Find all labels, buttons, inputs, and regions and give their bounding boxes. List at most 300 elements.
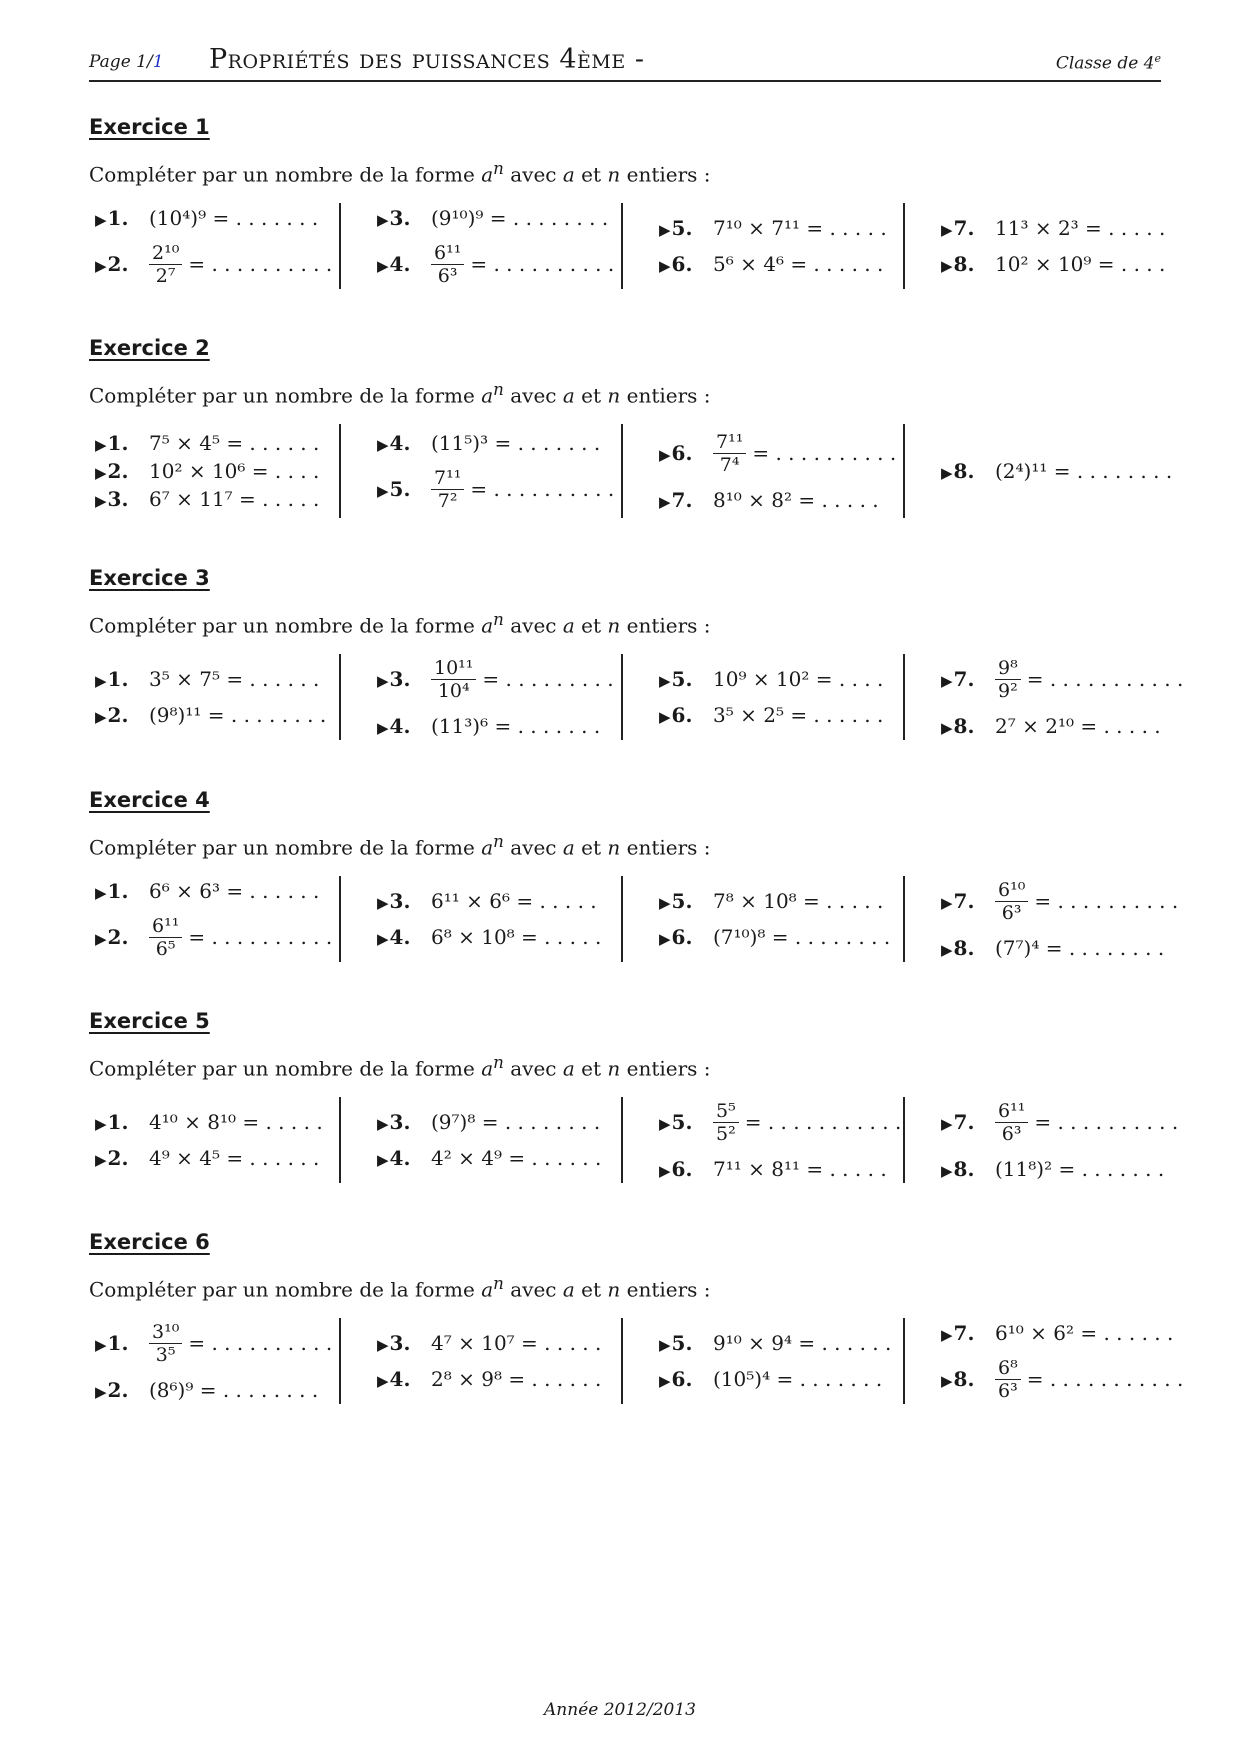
instr-pre: Compléter par un nombre de la forme bbox=[89, 835, 482, 860]
question-item bbox=[659, 216, 919, 240]
exercise-column bbox=[659, 424, 919, 518]
instr-a2: a bbox=[562, 835, 575, 860]
instr-et: et bbox=[574, 835, 608, 860]
page-label: Page 1/ bbox=[89, 52, 153, 72]
question-item bbox=[95, 1110, 355, 1134]
answer-blank: = . . . . . . . . . . bbox=[1034, 1110, 1179, 1134]
question-item bbox=[95, 915, 355, 960]
question-number: ▶ 8. bbox=[941, 714, 985, 738]
instr-post: entiers : bbox=[620, 1277, 711, 1302]
question-expression: (2⁴)¹¹ = . . . . . . . . bbox=[995, 459, 1173, 483]
question-item bbox=[95, 703, 355, 727]
fraction-denominator: 2⁷ bbox=[155, 264, 176, 287]
fraction-numerator: 6¹¹ bbox=[149, 915, 182, 938]
column-separator bbox=[903, 424, 905, 518]
question-number: ▶ 3. bbox=[377, 1331, 421, 1355]
question-number: ▶ 1. bbox=[95, 879, 139, 903]
column-separator bbox=[903, 1097, 905, 1183]
instr-n: n bbox=[493, 832, 504, 851]
question-item bbox=[659, 488, 919, 512]
question-expression: (11³)⁶ = . . . . . . . bbox=[431, 713, 601, 738]
instr-a: a bbox=[481, 162, 494, 187]
class-label-sup: e bbox=[1154, 52, 1161, 65]
class-label-text: Classe de 4 bbox=[1055, 53, 1155, 74]
column-separator bbox=[339, 1318, 341, 1404]
fraction-denominator: 9² bbox=[998, 679, 1018, 702]
column-separator bbox=[339, 424, 341, 518]
exercise-column bbox=[941, 1097, 1201, 1183]
column-separator bbox=[621, 203, 623, 289]
exercise-columns bbox=[89, 654, 1184, 740]
exercise-title: Exercice 6 bbox=[89, 1230, 210, 1254]
instr-n2: n bbox=[607, 383, 621, 408]
instr-mid: avec bbox=[503, 1277, 563, 1302]
question-number: ▶ 4. bbox=[377, 431, 421, 455]
question-expression: 7⁵ × 4⁵ = . . . . . . bbox=[149, 431, 320, 455]
question-expression: 4² × 4⁹ = . . . . . . bbox=[431, 1146, 602, 1170]
question-item bbox=[659, 1331, 919, 1355]
column-separator bbox=[903, 654, 905, 740]
question-number: ▶ 5. bbox=[377, 477, 421, 501]
question-expression: (8⁶)⁹ = . . . . . . . . bbox=[149, 1377, 319, 1402]
question-item bbox=[941, 459, 1201, 483]
question-number: ▶ 6. bbox=[659, 925, 703, 949]
question-expression: 6⁸ × 10⁸ = . . . . . bbox=[431, 925, 602, 949]
question-number: ▶ 5. bbox=[659, 1110, 703, 1134]
column-separator bbox=[903, 876, 905, 962]
column-separator bbox=[339, 876, 341, 962]
exercise-column bbox=[659, 876, 919, 962]
instr-et: et bbox=[574, 613, 608, 638]
fraction bbox=[149, 915, 182, 960]
question-item bbox=[377, 1331, 637, 1355]
question-expression: 4⁷ × 10⁷ = . . . . . bbox=[431, 1331, 602, 1355]
question-number: ▶ 4. bbox=[377, 252, 421, 276]
exercise-columns bbox=[89, 424, 1173, 518]
exercise-4 bbox=[89, 788, 1179, 962]
column-separator bbox=[621, 424, 623, 518]
question-item bbox=[95, 206, 355, 230]
question-item bbox=[659, 889, 919, 913]
fraction-numerator: 2¹⁰ bbox=[149, 242, 182, 265]
instr-post: entiers : bbox=[620, 383, 711, 408]
instr-a2: a bbox=[562, 1277, 575, 1302]
fraction bbox=[431, 242, 464, 287]
question-expression: 10⁹ × 10² = . . . . bbox=[713, 667, 884, 691]
fraction bbox=[995, 879, 1028, 924]
question-expression: 5⁶ × 4⁶ = . . . . . . bbox=[713, 252, 884, 276]
question-item bbox=[659, 1367, 919, 1391]
question-number: ▶ 5. bbox=[659, 889, 703, 913]
instr-n: n bbox=[493, 1053, 504, 1072]
question-expression: 4¹⁰ × 8¹⁰ = . . . . . bbox=[149, 1110, 323, 1134]
question-expression: (9⁸)¹¹ = . . . . . . . . bbox=[149, 703, 327, 727]
instr-n2: n bbox=[607, 1277, 621, 1302]
question-item bbox=[377, 925, 637, 949]
fraction bbox=[431, 657, 476, 702]
question-expression: 6⁷ × 11⁷ = . . . . . bbox=[149, 487, 320, 511]
instr-mid: avec bbox=[503, 613, 563, 638]
instr-n: n bbox=[493, 380, 504, 399]
answer-blank: = . . . . . . . . . . bbox=[188, 925, 333, 949]
question-number: ▶ 7. bbox=[941, 216, 985, 240]
question-item bbox=[659, 431, 919, 476]
question-expression: (9⁷)⁸ = . . . . . . . . bbox=[431, 1110, 601, 1134]
instr-n: n bbox=[493, 159, 504, 178]
question-item bbox=[95, 459, 355, 483]
question-number: ▶ 6. bbox=[659, 703, 703, 727]
question-item bbox=[941, 252, 1201, 276]
question-number: ▶ 3. bbox=[377, 889, 421, 913]
exercise-columns bbox=[89, 876, 1179, 962]
instr-pre: Compléter par un nombre de la forme bbox=[89, 1277, 482, 1302]
exercise-columns bbox=[89, 1318, 1184, 1404]
instr-a: a bbox=[481, 1277, 494, 1302]
question-number: ▶ 3. bbox=[377, 206, 421, 230]
document-title: Propriétés des puissances 4ème - bbox=[209, 44, 645, 75]
fraction-numerator: 10¹¹ bbox=[431, 657, 476, 680]
fraction bbox=[149, 242, 182, 287]
exercise-column bbox=[377, 1318, 637, 1404]
exercise-instruction bbox=[89, 1274, 1161, 1304]
instr-et: et bbox=[574, 1277, 608, 1302]
question-item bbox=[377, 657, 637, 702]
question-item bbox=[659, 925, 919, 949]
question-number: ▶ 1. bbox=[95, 1331, 139, 1355]
question-number: ▶ 2. bbox=[95, 1378, 139, 1402]
fraction-numerator: 6¹¹ bbox=[431, 242, 464, 265]
exercise-column bbox=[95, 203, 355, 289]
fraction-denominator: 5² bbox=[716, 1122, 736, 1145]
exercise-instruction bbox=[89, 610, 1161, 640]
instr-mid: avec bbox=[503, 162, 563, 187]
question-number: ▶ 5. bbox=[659, 667, 703, 691]
question-number: ▶ 4. bbox=[377, 714, 421, 738]
question-expression: 9¹⁰ × 9⁴ = . . . . . . bbox=[713, 1331, 892, 1355]
question-item bbox=[377, 889, 637, 913]
question-number: ▶ 6. bbox=[659, 441, 703, 465]
exercise-column bbox=[95, 1097, 355, 1183]
fraction bbox=[149, 1321, 182, 1366]
question-item bbox=[95, 431, 355, 455]
exercise-column bbox=[377, 203, 637, 289]
page-footer: Année 2012/2013 bbox=[544, 1700, 696, 1720]
instr-n: n bbox=[493, 610, 504, 629]
question-number: ▶ 8. bbox=[941, 1367, 985, 1391]
instr-mid: avec bbox=[503, 383, 563, 408]
question-number: ▶ 3. bbox=[377, 667, 421, 691]
question-item bbox=[659, 667, 919, 691]
fraction-numerator: 7¹¹ bbox=[713, 431, 746, 454]
answer-blank: = . . . . . . . . . . . bbox=[1026, 1367, 1184, 1391]
exercise-title: Exercice 4 bbox=[89, 788, 210, 812]
answer-blank: = . . . . . . . . . bbox=[482, 667, 614, 691]
question-number: ▶ 5. bbox=[659, 216, 703, 240]
answer-blank: = . . . . . . . . . . bbox=[188, 252, 333, 276]
instr-pre: Compléter par un nombre de la forme bbox=[89, 162, 482, 187]
fraction bbox=[995, 1357, 1021, 1402]
fraction-numerator: 9⁸ bbox=[995, 657, 1021, 680]
page-total-link[interactable]: 1 bbox=[152, 52, 164, 72]
question-item bbox=[941, 216, 1201, 240]
question-number: ▶ 2. bbox=[95, 252, 139, 276]
question-number: ▶ 3. bbox=[95, 487, 139, 511]
instr-n: n bbox=[493, 1274, 504, 1293]
exercise-instruction bbox=[89, 159, 1161, 189]
instr-a: a bbox=[481, 1056, 494, 1081]
question-item bbox=[941, 1157, 1201, 1181]
question-number: ▶ 5. bbox=[659, 1331, 703, 1355]
column-separator bbox=[339, 1097, 341, 1183]
exercise-column bbox=[941, 424, 1201, 518]
question-number: ▶ 8. bbox=[941, 252, 985, 276]
exercise-5 bbox=[89, 1009, 1179, 1183]
column-separator bbox=[621, 1097, 623, 1183]
question-number: ▶ 1. bbox=[95, 667, 139, 691]
answer-blank: = . . . . . . . . . . . bbox=[1026, 667, 1184, 691]
instr-a2: a bbox=[562, 613, 575, 638]
exercise-title: Exercice 1 bbox=[89, 115, 210, 139]
exercise-column bbox=[377, 876, 637, 962]
fraction bbox=[995, 657, 1021, 702]
question-number: ▶ 8. bbox=[941, 459, 985, 483]
exercise-column bbox=[659, 654, 919, 740]
instr-pre: Compléter par un nombre de la forme bbox=[89, 383, 482, 408]
question-number: ▶ 2. bbox=[95, 703, 139, 727]
exercise-instruction bbox=[89, 1053, 1161, 1083]
fraction-numerator: 3¹⁰ bbox=[149, 1321, 182, 1344]
question-expression: 10² × 10⁹ = . . . . bbox=[995, 252, 1166, 276]
instr-a: a bbox=[481, 383, 494, 408]
question-expression: 2⁷ × 2¹⁰ = . . . . . bbox=[995, 713, 1161, 738]
column-separator bbox=[903, 203, 905, 289]
fraction-denominator: 10⁴ bbox=[437, 679, 470, 702]
instr-a2: a bbox=[562, 1056, 575, 1081]
exercise-column bbox=[941, 654, 1201, 740]
question-item bbox=[377, 431, 637, 455]
exercise-title: Exercice 2 bbox=[89, 336, 210, 360]
instr-n2: n bbox=[607, 835, 621, 860]
fraction-denominator: 6³ bbox=[1001, 901, 1022, 924]
instr-a2: a bbox=[562, 383, 575, 408]
question-item bbox=[659, 252, 919, 276]
question-item bbox=[95, 242, 355, 287]
exercise-1 bbox=[89, 115, 1166, 289]
exercise-column bbox=[95, 424, 355, 518]
instr-pre: Compléter par un nombre de la forme bbox=[89, 613, 482, 638]
exercise-title: Exercice 5 bbox=[89, 1009, 210, 1033]
fraction bbox=[713, 1100, 739, 1145]
fraction-denominator: 6³ bbox=[998, 1379, 1018, 1402]
instr-mid: avec bbox=[503, 1056, 563, 1081]
question-item bbox=[941, 1100, 1201, 1145]
question-expression: 7¹¹ × 8¹¹ = . . . . . bbox=[713, 1156, 887, 1181]
question-expression: (10⁴)⁹ = . . . . . . . bbox=[149, 205, 319, 230]
exercise-6 bbox=[89, 1230, 1184, 1404]
question-number: ▶ 6. bbox=[659, 1157, 703, 1181]
question-expression: 4⁹ × 4⁵ = . . . . . . bbox=[149, 1146, 320, 1170]
question-expression: 8¹⁰ × 8² = . . . . . bbox=[713, 487, 879, 512]
instr-pre: Compléter par un nombre de la forme bbox=[89, 1056, 482, 1081]
fraction-numerator: 6¹⁰ bbox=[995, 879, 1028, 902]
question-expression: 11³ × 2³ = . . . . . bbox=[995, 216, 1166, 240]
question-number: ▶ 6. bbox=[659, 252, 703, 276]
question-expression: (11⁵)³ = . . . . . . . bbox=[431, 430, 601, 455]
exercise-column bbox=[659, 1318, 919, 1404]
question-number: ▶ 8. bbox=[941, 1157, 985, 1181]
question-item bbox=[377, 1146, 637, 1170]
question-item bbox=[377, 1110, 637, 1134]
question-item bbox=[377, 467, 637, 512]
exercise-column bbox=[377, 1097, 637, 1183]
instr-et: et bbox=[574, 162, 608, 187]
question-expression: (10⁵)⁴ = . . . . . . . bbox=[713, 1367, 883, 1391]
question-item bbox=[95, 879, 355, 903]
instr-a2: a bbox=[562, 162, 575, 187]
question-expression: 2⁸ × 9⁸ = . . . . . . bbox=[431, 1367, 602, 1391]
question-item bbox=[95, 1321, 355, 1366]
class-label bbox=[1056, 52, 1161, 74]
column-separator bbox=[621, 876, 623, 962]
column-separator bbox=[621, 1318, 623, 1404]
question-item bbox=[377, 714, 637, 738]
question-item bbox=[95, 487, 355, 511]
question-item bbox=[95, 1378, 355, 1402]
question-number: ▶ 2. bbox=[95, 459, 139, 483]
question-expression: 7⁸ × 10⁸ = . . . . . bbox=[713, 889, 884, 913]
question-expression: 7¹⁰ × 7¹¹ = . . . . . bbox=[713, 216, 887, 240]
fraction-numerator: 5⁵ bbox=[713, 1100, 739, 1123]
fraction-denominator: 6³ bbox=[1001, 1122, 1022, 1145]
instr-post: entiers : bbox=[620, 613, 711, 638]
answer-blank: = . . . . . . . . . . bbox=[752, 441, 897, 465]
exercise-column bbox=[377, 424, 637, 518]
question-item bbox=[941, 657, 1201, 702]
question-expression: 6¹¹ × 6⁶ = . . . . . bbox=[431, 889, 597, 913]
fraction-denominator: 7⁴ bbox=[719, 453, 740, 476]
instr-post: entiers : bbox=[620, 835, 711, 860]
question-number: ▶ 4. bbox=[377, 1146, 421, 1170]
question-item bbox=[95, 1146, 355, 1170]
question-item bbox=[377, 206, 637, 230]
answer-blank: = . . . . . . . . . . . bbox=[744, 1110, 902, 1134]
question-expression: 10² × 10⁶ = . . . . bbox=[149, 459, 320, 483]
question-expression: 3⁵ × 7⁵ = . . . . . . bbox=[149, 667, 320, 691]
instr-post: entiers : bbox=[620, 162, 711, 187]
question-number: ▶ 6. bbox=[659, 1367, 703, 1391]
question-item bbox=[941, 714, 1201, 738]
question-item bbox=[941, 1321, 1201, 1345]
exercise-column bbox=[659, 203, 919, 289]
question-item bbox=[659, 1157, 919, 1181]
exercise-column bbox=[941, 1318, 1201, 1404]
exercise-title: Exercice 3 bbox=[89, 566, 210, 590]
instr-et: et bbox=[574, 1056, 608, 1081]
question-expression: (7¹⁰)⁸ = . . . . . . . . bbox=[713, 925, 891, 949]
question-number: ▶ 1. bbox=[95, 206, 139, 230]
column-separator bbox=[339, 203, 341, 289]
exercise-columns bbox=[89, 1097, 1179, 1183]
question-expression: (11⁸)² = . . . . . . . bbox=[995, 1156, 1165, 1181]
page-header bbox=[89, 42, 1161, 82]
fraction-denominator: 3⁵ bbox=[155, 1343, 176, 1366]
answer-blank: = . . . . . . . . . . bbox=[470, 477, 615, 501]
question-number: ▶ 7. bbox=[941, 667, 985, 691]
exercise-column bbox=[377, 654, 637, 740]
question-number: ▶ 7. bbox=[941, 889, 985, 913]
question-item bbox=[377, 1367, 637, 1391]
question-item bbox=[95, 667, 355, 691]
question-number: ▶ 7. bbox=[941, 1110, 985, 1134]
question-number: ▶ 1. bbox=[95, 431, 139, 455]
question-number: ▶ 7. bbox=[941, 1321, 985, 1345]
answer-blank: = . . . . . . . . . . bbox=[1034, 889, 1179, 913]
exercise-column bbox=[941, 203, 1201, 289]
fraction-denominator: 7² bbox=[437, 489, 458, 512]
instr-post: entiers : bbox=[620, 1056, 711, 1081]
exercise-instruction bbox=[89, 832, 1161, 862]
instr-a: a bbox=[481, 835, 494, 860]
answer-blank: = . . . . . . . . . . bbox=[470, 252, 615, 276]
instr-a: a bbox=[481, 613, 494, 638]
question-expression: 6⁶ × 6³ = . . . . . . bbox=[149, 878, 320, 903]
fraction-numerator: 7¹¹ bbox=[431, 467, 464, 490]
question-number: ▶ 7. bbox=[659, 488, 703, 512]
question-expression: 6¹⁰ × 6² = . . . . . . bbox=[995, 1320, 1174, 1345]
exercise-column bbox=[659, 1097, 919, 1183]
question-expression: 3⁵ × 2⁵ = . . . . . . bbox=[713, 703, 884, 727]
instr-n2: n bbox=[607, 613, 621, 638]
question-item bbox=[377, 242, 637, 287]
fraction-numerator: 6⁸ bbox=[995, 1357, 1021, 1380]
exercise-3 bbox=[89, 566, 1184, 740]
fraction bbox=[995, 1100, 1028, 1145]
column-separator bbox=[621, 654, 623, 740]
question-number: ▶ 2. bbox=[95, 1146, 139, 1170]
instr-et: et bbox=[574, 383, 608, 408]
exercise-column bbox=[95, 654, 355, 740]
instr-n2: n bbox=[607, 162, 621, 187]
exercise-2 bbox=[89, 336, 1173, 518]
question-expression: (7⁷)⁴ = . . . . . . . . bbox=[995, 935, 1165, 960]
question-number: ▶ 2. bbox=[95, 925, 139, 949]
fraction-numerator: 6¹¹ bbox=[995, 1100, 1028, 1123]
exercise-column bbox=[941, 876, 1201, 962]
question-item bbox=[659, 703, 919, 727]
page-number bbox=[89, 52, 164, 72]
exercise-columns bbox=[89, 203, 1166, 289]
question-number: ▶ 3. bbox=[377, 1110, 421, 1134]
instr-n2: n bbox=[607, 1056, 621, 1081]
question-number: ▶ 1. bbox=[95, 1110, 139, 1134]
exercise-column bbox=[95, 1318, 355, 1404]
fraction bbox=[713, 431, 746, 476]
question-expression: (9¹⁰)⁹ = . . . . . . . . bbox=[431, 205, 609, 230]
fraction-denominator: 6³ bbox=[437, 264, 458, 287]
question-number: ▶ 8. bbox=[941, 936, 985, 960]
question-number: ▶ 4. bbox=[377, 925, 421, 949]
question-item bbox=[941, 936, 1201, 960]
question-item bbox=[941, 1357, 1201, 1402]
exercise-instruction bbox=[89, 380, 1161, 410]
question-item bbox=[659, 1100, 919, 1145]
answer-blank: = . . . . . . . . . . bbox=[188, 1331, 333, 1355]
column-separator bbox=[903, 1318, 905, 1404]
fraction-denominator: 6⁵ bbox=[155, 937, 176, 960]
exercise-column bbox=[95, 876, 355, 962]
instr-mid: avec bbox=[503, 835, 563, 860]
question-item bbox=[941, 879, 1201, 924]
